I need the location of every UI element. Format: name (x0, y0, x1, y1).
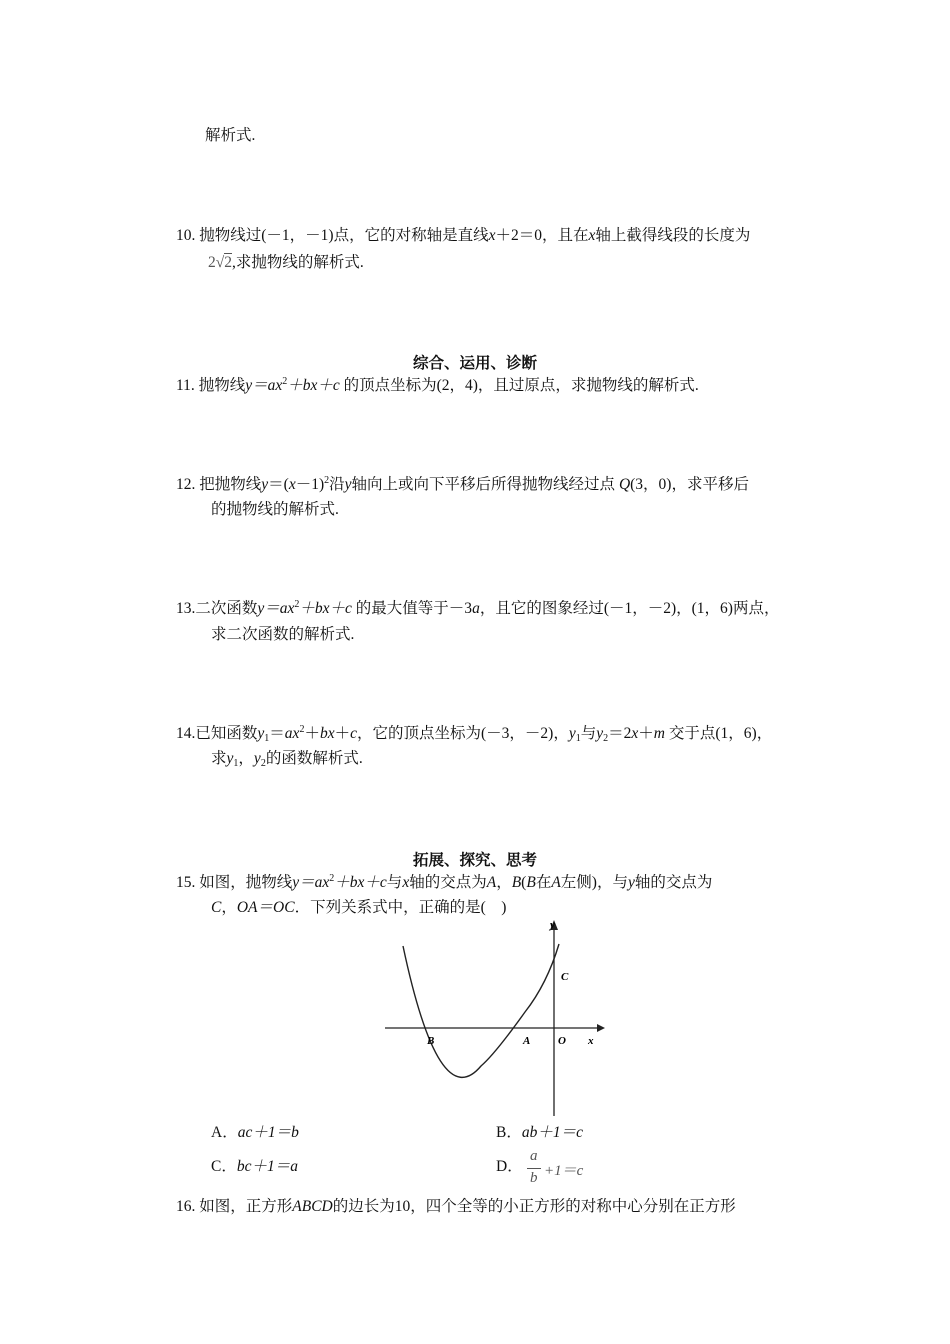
question-12-line-1: 12. 把抛物线$y=(x-1)^2$沿y轴向上或向下平移后所得抛物线经过点 Q(3，0)，求平移后 (176, 475, 749, 493)
x-axis-arrow (597, 1024, 605, 1032)
label-y: y (550, 919, 555, 931)
option-D-rest: +1＝c (544, 1163, 584, 1179)
option-D-fraction-bar (527, 1168, 541, 1169)
q9-tail: 解析式. (205, 127, 256, 144)
question-number: 12. (176, 476, 196, 493)
question-10-line-2: 2√2,求抛物线的解析式. (208, 254, 364, 271)
option-A[interactable]: A．ac＋1＝b (211, 1124, 299, 1141)
question-13-line-1: 13.二次函数$y=ax^2+bx+c$ 的最大值等于－3a，且它的图象经过(－1，－2)，(1，6)两点， (176, 599, 780, 617)
question-15-line-2: C，OA＝OC．下列关系式中，正确的是( ) (211, 899, 507, 916)
label-C: C (561, 971, 569, 983)
question-number: 13. (176, 600, 196, 617)
option-C[interactable]: C．bc＋1＝a (211, 1158, 298, 1175)
question-number: 14. (176, 725, 196, 742)
sqrt-symbol: √2 (215, 254, 233, 271)
question-number: 16. (176, 1198, 196, 1215)
question-14-line-2: 求$y_1$，$y_2$的函数解析式. (211, 750, 363, 769)
question-12-line-2: 的抛物线的解析式. (211, 501, 339, 518)
section-heading-extension: 拓展、探究、思考 (412, 852, 537, 869)
option-D-denominator: b (530, 1170, 538, 1186)
option-D-numerator: a (530, 1148, 538, 1164)
label-O: O (558, 1035, 566, 1047)
question-14-line-1: 14.已知函数$y_1=ax^2+bx+c$，它的顶点坐标为(－3，－2)，$y_1$与$y_2=2x+m$ 交于点(1，6)， (176, 724, 773, 744)
question-number: 10. (176, 227, 196, 244)
label-A: A (523, 1035, 531, 1047)
option-D[interactable]: D． (496, 1158, 523, 1175)
section-heading-applied: 综合、运用、诊断 (412, 355, 537, 372)
question-13-line-2: 求二次函数的解析式. (211, 626, 355, 643)
option-B[interactable]: B．ab＋1＝c (496, 1124, 583, 1141)
parabola-curve (403, 944, 559, 1077)
question-15-line-1: 15. 如图，抛物线$y=ax^2+bx+c$与x轴的交点为A，B(B在A左侧)，与y轴的交点为 (176, 873, 713, 891)
parabola-figure (375, 916, 610, 1121)
question-number: 11. (176, 377, 195, 394)
label-x: x (588, 1035, 594, 1047)
label-B: B (427, 1035, 435, 1047)
question-11: 11. 抛物线$y=ax^2+bx+c$ 的顶点坐标为(2，4)，且过原点，求抛物线的解析式. (176, 376, 699, 394)
question-number: 15. (176, 874, 196, 891)
question-16-line-1: 16. 如图，正方形ABCD的边长为10，四个全等的小正方形的对称中心分别在正方形 (176, 1198, 736, 1215)
question-10-line-1: 10. 抛物线过(－1，－1)点，它的对称轴是直线x＋2＝0，且在x轴上截得线段的长度为 (176, 227, 751, 244)
